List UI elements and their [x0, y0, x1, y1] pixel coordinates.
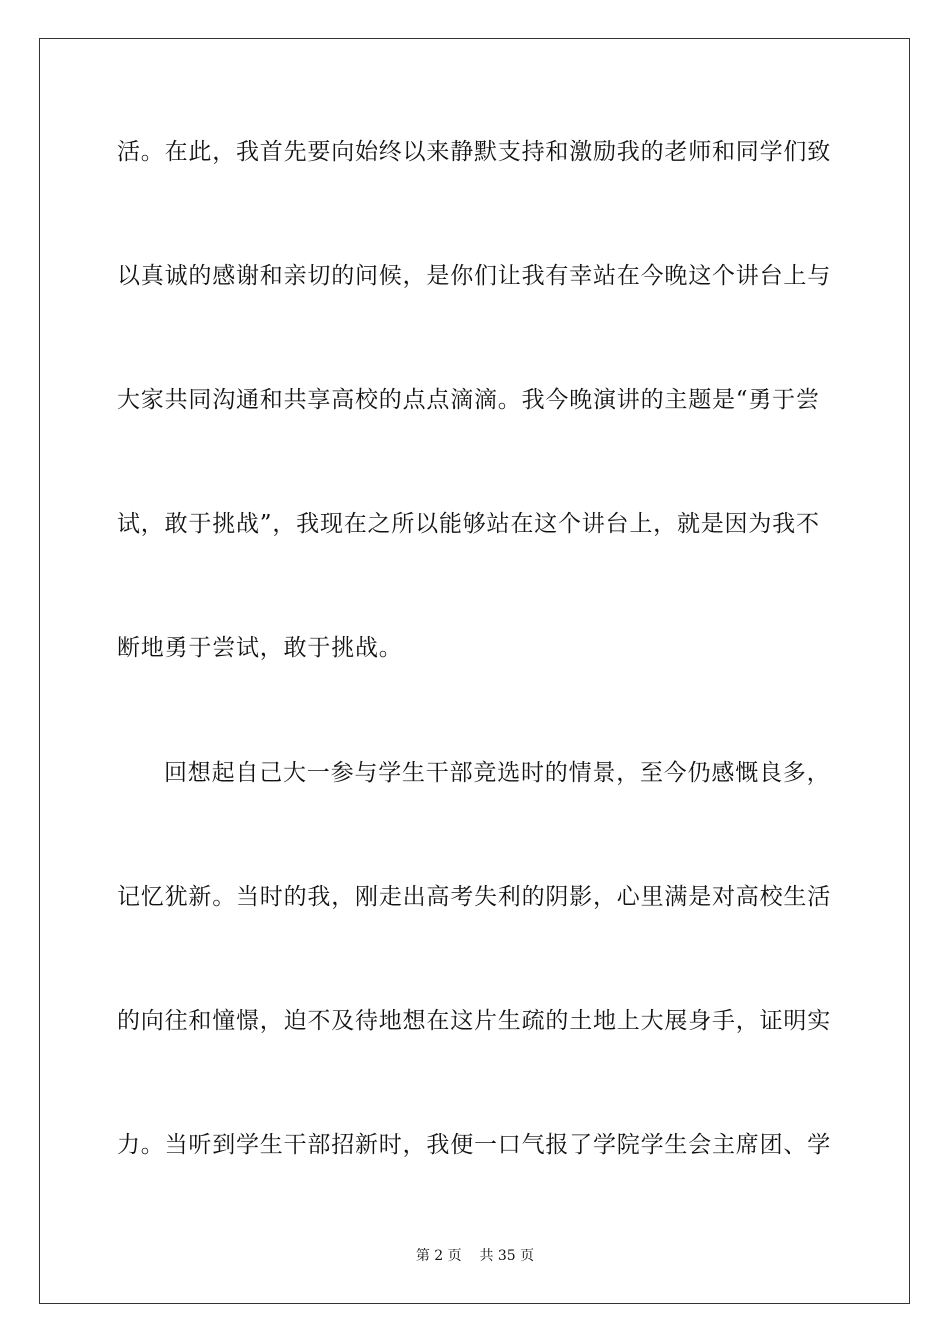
page-number: 第 2 页: [415, 1248, 462, 1264]
page-total: 共 35 页: [479, 1248, 535, 1264]
text-line: 断地勇于尝试，敢于挑战。: [117, 635, 403, 661]
text-line: 试，敢于挑战”，我现在之所以能够站在这个讲台上，就是因为我不: [117, 511, 820, 537]
page-footer: [0, 1247, 950, 1265]
text-line: 大家共同沟通和共享高校的点点滴滴。我今晚演讲的主题是“勇于尝: [117, 387, 820, 413]
text-line: 以真诚的感谢和亲切的问候，是你们让我有幸站在今晚这个讲台上与: [117, 263, 831, 289]
text-line: 活。在此，我首先要向始终以来静默支持和激励我的老师和同学们致: [117, 139, 831, 165]
text-line: 记忆犹新。当时的我，刚走出高考失利的阴影，心里满是对高校生活: [117, 884, 831, 910]
paragraph-first-line: 回想起自己大一参与学生干部竞选时的情景，至今仍感慨良多，: [164, 760, 831, 786]
text-line: 力。当听到学生干部招新时，我便一口气报了学院学生会主席团、学: [117, 1132, 831, 1158]
text-line: 的向往和憧憬，迫不及待地想在这片生疏的土地上大展身手，证明实: [117, 1008, 831, 1034]
page-border: [39, 38, 910, 1304]
